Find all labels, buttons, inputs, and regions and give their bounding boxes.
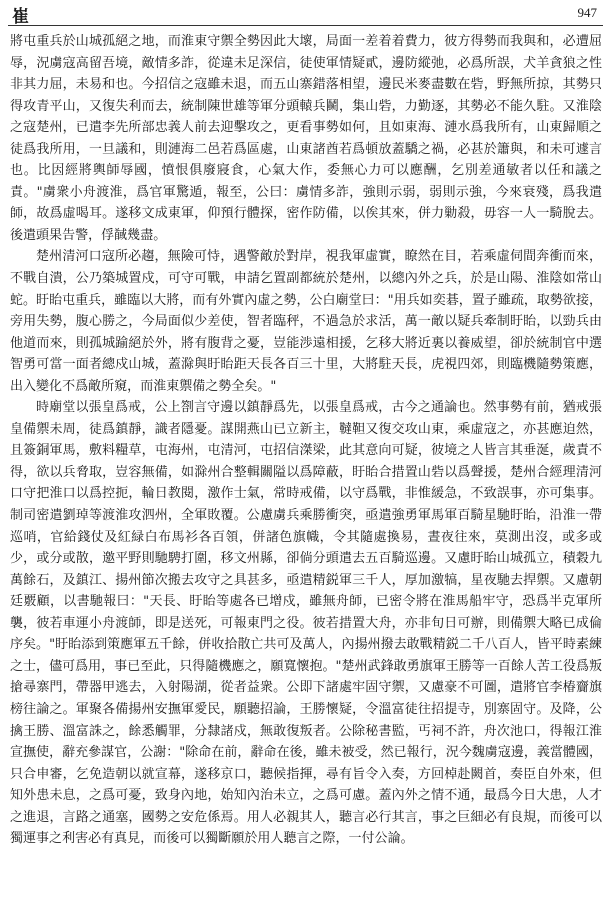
document-body: [10, 31, 602, 909]
paragraph-chuzhou-qinghe: 楚州清河口寇所必趨，無險可恃，遇警敵於對岸，視我軍虛實，瞭然在目，若乘虛伺間奔衝而來，不戰自潰，公乃築城置戍，可守可戰，申請乞置副都統於楚州，以總內外之兵，於是山陽、淮陰如常山蛇。盱眙屯重兵，雖臨以大將，而有外實內虛之勢，公白廟堂曰："用兵如奕碁，置子雖疏，取勢欲接，旁用失勢，腹心勝之，今局面似少差使，智者臨秤，不過急於求活，萬一敵以疑兵牽制盱眙，以勁兵由他道而來，則孤城踰絕於外，將有腹背之憂，豈能渉遠相援，乞移大將近裏以養威望，卻於統制官中選智勇可當一面者總戍山城，蓋滁與盱眙距天長各百三十里，大將駐天長，虎視四郊，則臨機隨勢策應，出入變化不爲敵所窺，而淮東禦備之勢全矣。": [10, 249, 602, 394]
page-number: 947: [577, 5, 597, 20]
header-rule: [8, 25, 603, 26]
paragraph-border-defense: 時廟堂以張皇爲戒，公上劄言守邊以鎮靜爲先，以張皇爲戒，古今之通論也。然事勢有前，猶戒張皇備禦未周，徒爲鎮靜，識者隱憂。謀開燕山已立新主，韃靼又復交攻山東，乘虛寇之，亦甚應迫然，且簽銅軍馬，敷料糧草，屯海州，屯清河，屯招信滐梁，此其意向可疑，彼境之人皆言其垂涎，歲責不得，欲以兵脅取，豈容無備，如滁州合整輯關隘以爲障蔽，盱眙合措置山砦以爲聲援，楚州合經理清河口守把淮口以爲控扼，輪日教閱，激作士氣，常時戒備，以守爲戰，非惟緩急，不致誤事，亦可集事。制司密遣劉琸等渡淮攻泗州，全軍敗覆。公慮虜兵乘勝衝突，亟遣強勇軍馬軍百騎星馳盱眙，沿淮一帶巡哨，官給錢仗及紅緑白布馬衫各百領，併諸色旗幟，令其隨處換易，晝夜往來，莫測出沒，或多或少，或分或散，邀平野則馳騁打圍，移文州縣，卻倘分頭遣去五百騎巡邊。又慮盱眙山城孤立，積穀九萬餘石，及鎮江、揚州節次搬去攻守之具甚多，亟遣精鋭軍三千人，厚加激犒，星夜馳去捍禦。又慮朝廷覈顧，以書馳報曰："天長、盱眙等處各已增戍，雖無舟師，已密令將在淮馬船牢守，恐爲半克軍所襲，彼若車運小舟渡師，即是送死，可報東門之役。彼若措置大舟，亦非旬日可辦，則備禦大略已成倫序矣。"盱眙添到策應軍五千餘，併收拾散亡共可及萬人，內揚州撥去敢戰精鋭二千八百人，皆平時素練之士，儘可爲用，事已至此，只得隨機應之，願寬懷抱。"楚州武鋒敢勇旗軍王勝等一百餘人苦工役爲叛搶尋寨門，帶器甲逃去，入射陽湖，從者益衆。公即下諸處牢固守禦，又慮豪不可圖，遣將官李椿齎旗榜往論之。軍聚各備揚州安撫軍愛民，願聽招論，王勝懷疑，令溫富徒往招提寺，別寨固守。及降，公擒王勝、溫富誅之，餘悉觸罪，分隸諸戍，無敢復叛者。公除秘書監，丐祠不許，舟次池口，得報江淮宣撫使，辭充參謀官，公謝："除命在前，辭命在後，雖未被受，然已報行，況今魏虜寇邊，義當體國，只合申審，乞免造朝以就宣幕，遂移京口，聽候指揮，尋有旨令入奏，方回棹赴闕首，奏臣自外來，但知外患未息，之爲可憂，致身內地，始知內治未立，之爲可慮。蓋內外之情不通，最爲今日大患，人才之進退，言路之通塞，國勢之安危係焉。用人必親其人，聽言必行其言，事之巨細必有良規，而後可以獨運事之利害必有真見，而後可以獨斷願於用人聽言之際，一付公論。: [10, 400, 602, 847]
paragraph-continuation: 將屯重兵於山城孤絕之地，而淮東守禦全勢因此大壞，局面一差着着費力，彼方得勢而我與和，必遭屈辱，況虜寇高留吾境，敵情多詐，從違未足深信，徒使軍情疑貳，邊防縱弛，必爲所誤，犬羊貪狼之性非其力屈，未易和也。今招信之寇雖未退，而五山寨錯落相望，邊民米麥盡數在砦，野無所掠，其勢只得攻青平山，又復失利而去，統制陳世雄等軍分頭轅兵鬭，集山砦，力勤逐，其勢必不能久駐。又淮陰之寇楚州，已遣李先所部忠義人前去迎擊攻之，更看事勢如何，且如東海、漣水爲我所有，山東歸順之徒爲我所用，一旦議和，則漣海二邑若爲區處，山東諸酋若爲頓放蓋驕之禍，必甚於簫與，和未可遽言也。比因經將輿師辱國，憤恨俱廢寢食，心氣大作，委無心力可以應酬，乞別差通敏者以任和議之責。"虜衆小舟渡淮，爲官軍驚遁，報至，公曰：虜情多詐，強則示弱，弱則示強，今來衰殘，爲我遣師，故爲虛喝耳。遂移文成東軍，仰預行體探，密作防備，以俟其來，併力勦殺，毋容一人一騎脫去。後遣頭果告警，俘馘幾盡。: [10, 34, 602, 243]
running-header-title: 崔: [12, 7, 30, 27]
